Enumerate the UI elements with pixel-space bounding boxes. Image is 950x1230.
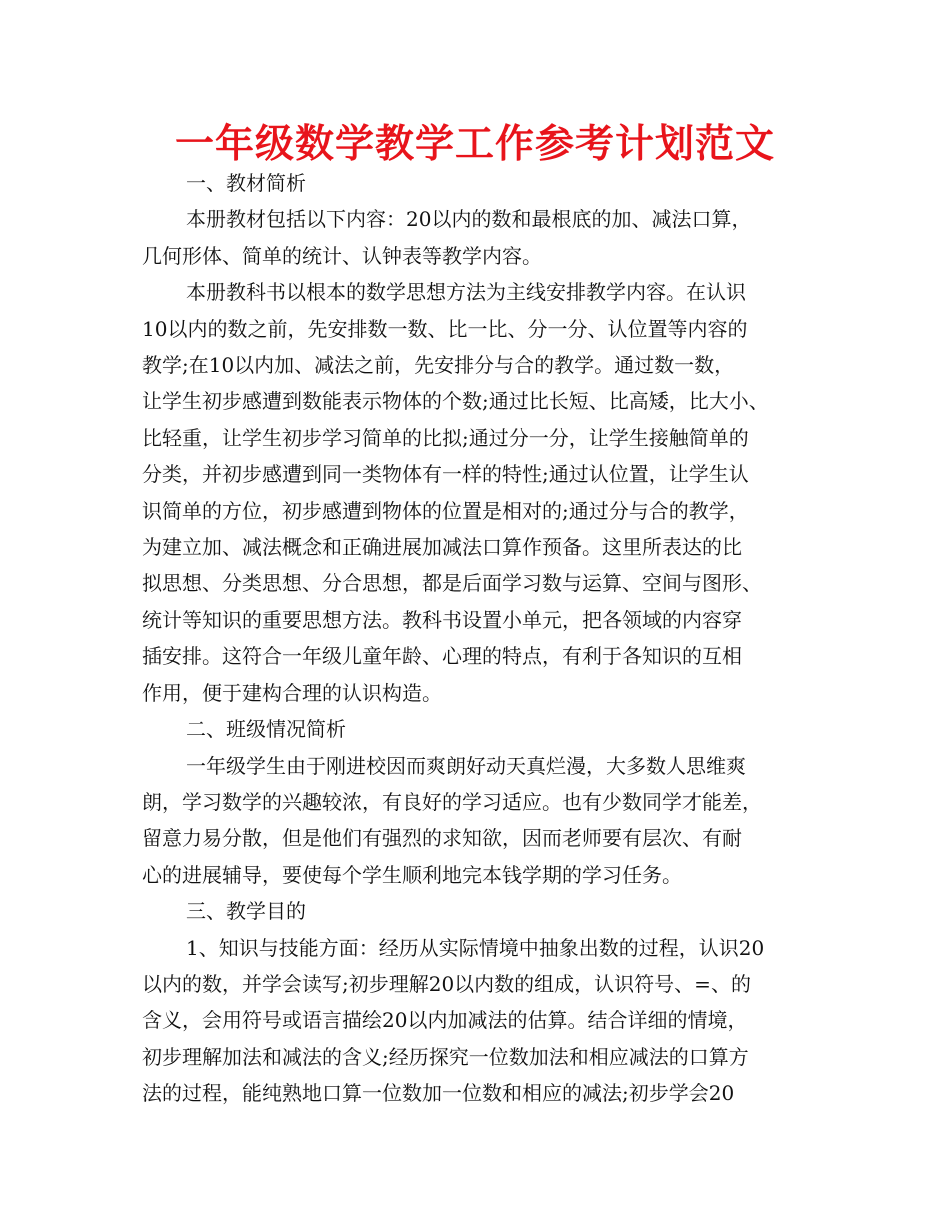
- document-body: [142, 165, 832, 1112]
- text-line-16: 二、班级情况简析: [186, 717, 346, 742]
- text-line-10: 识简单的方位，初步感遭到物体的位置是相对的;通过分与合的教学，: [142, 498, 749, 523]
- text-line-24: 含义，会用符号或语言描绘20以内加减法的估算。结合详细的情境，: [142, 1008, 748, 1033]
- text-line-3: 几何形体、简单的统计、认钟表等教学内容。: [142, 243, 542, 268]
- document-title: 一年级数学教学工作参考计划范文: [174, 122, 775, 167]
- text-line-13: 统计等知识的重要思想方法。教科书设置小单元，把各领域的内容穿: [142, 607, 742, 632]
- text-line-2: 本册教材包括以下内容：20以内的数和最根底的加、减法口算，: [186, 207, 752, 232]
- text-line-9: 分类，并初步感遭到同一类物体有一样的特性;通过认位置，让学生认: [142, 462, 749, 487]
- text-line-21: 三、教学目的: [186, 899, 306, 924]
- text-line-7: 让学生初步感遭到数能表示物体的个数;通过比长短、比高矮，比大小、: [142, 389, 769, 414]
- text-line-26: 法的过程，能纯熟地口算一位数加一位数和相应的减法;初步学会20: [142, 1081, 735, 1106]
- text-line-17: 一年级学生由于刚进校因而爽朗好动天真烂漫，大多数人思维爽: [186, 753, 746, 778]
- text-line-18: 朗，学习数学的兴趣较浓，有良好的学习适应。也有少数同学才能差，: [142, 789, 762, 814]
- text-line-12: 拟思想、分类思想、分合思想，都是后面学习数与运算、空间与图形、: [142, 571, 762, 596]
- text-line-20: 心的进展辅导，要使每个学生顺利地完本钱学期的学习任务。: [142, 862, 682, 887]
- text-line-19: 留意力易分散，但是他们有强烈的求知欲，因而老师要有层次、有耐: [142, 826, 742, 851]
- text-line-15: 作用，便于建构合理的认识构造。: [142, 680, 442, 705]
- text-line-11: 为建立加、减法概念和正确进展加减法口算作预备。这里所表达的比: [142, 535, 742, 560]
- text-line-23: 以内的数，并学会读写;初步理解20以内数的组成，认识符号、=、的: [142, 971, 751, 996]
- text-line-5: 10以内的数之前，先安排数一数、比一比、分一分、认位置等内容的: [142, 316, 748, 341]
- text-line-8: 比轻重，让学生初步学习简单的比拟;通过分一分，让学生接触简单的: [142, 425, 749, 450]
- text-line-25: 初步理解加法和减法的含义;经历探究一位数加法和相应减法的口算方: [142, 1044, 749, 1069]
- text-line-4: 本册教科书以根本的数学思想方法为主线安排教学内容。在认识: [186, 280, 746, 305]
- text-line-22: 1、知识与技能方面：经历从实际情境中抽象出数的过程，认识20: [186, 935, 765, 960]
- text-line-1: 一、教材简析: [186, 171, 306, 195]
- text-line-14: 插安排。这符合一年级儿童年龄、心理的特点，有利于各知识的互相: [142, 644, 742, 669]
- text-line-6: 教学;在10以内加、减法之前，先安排分与合的教学。通过数一数，: [142, 353, 735, 378]
